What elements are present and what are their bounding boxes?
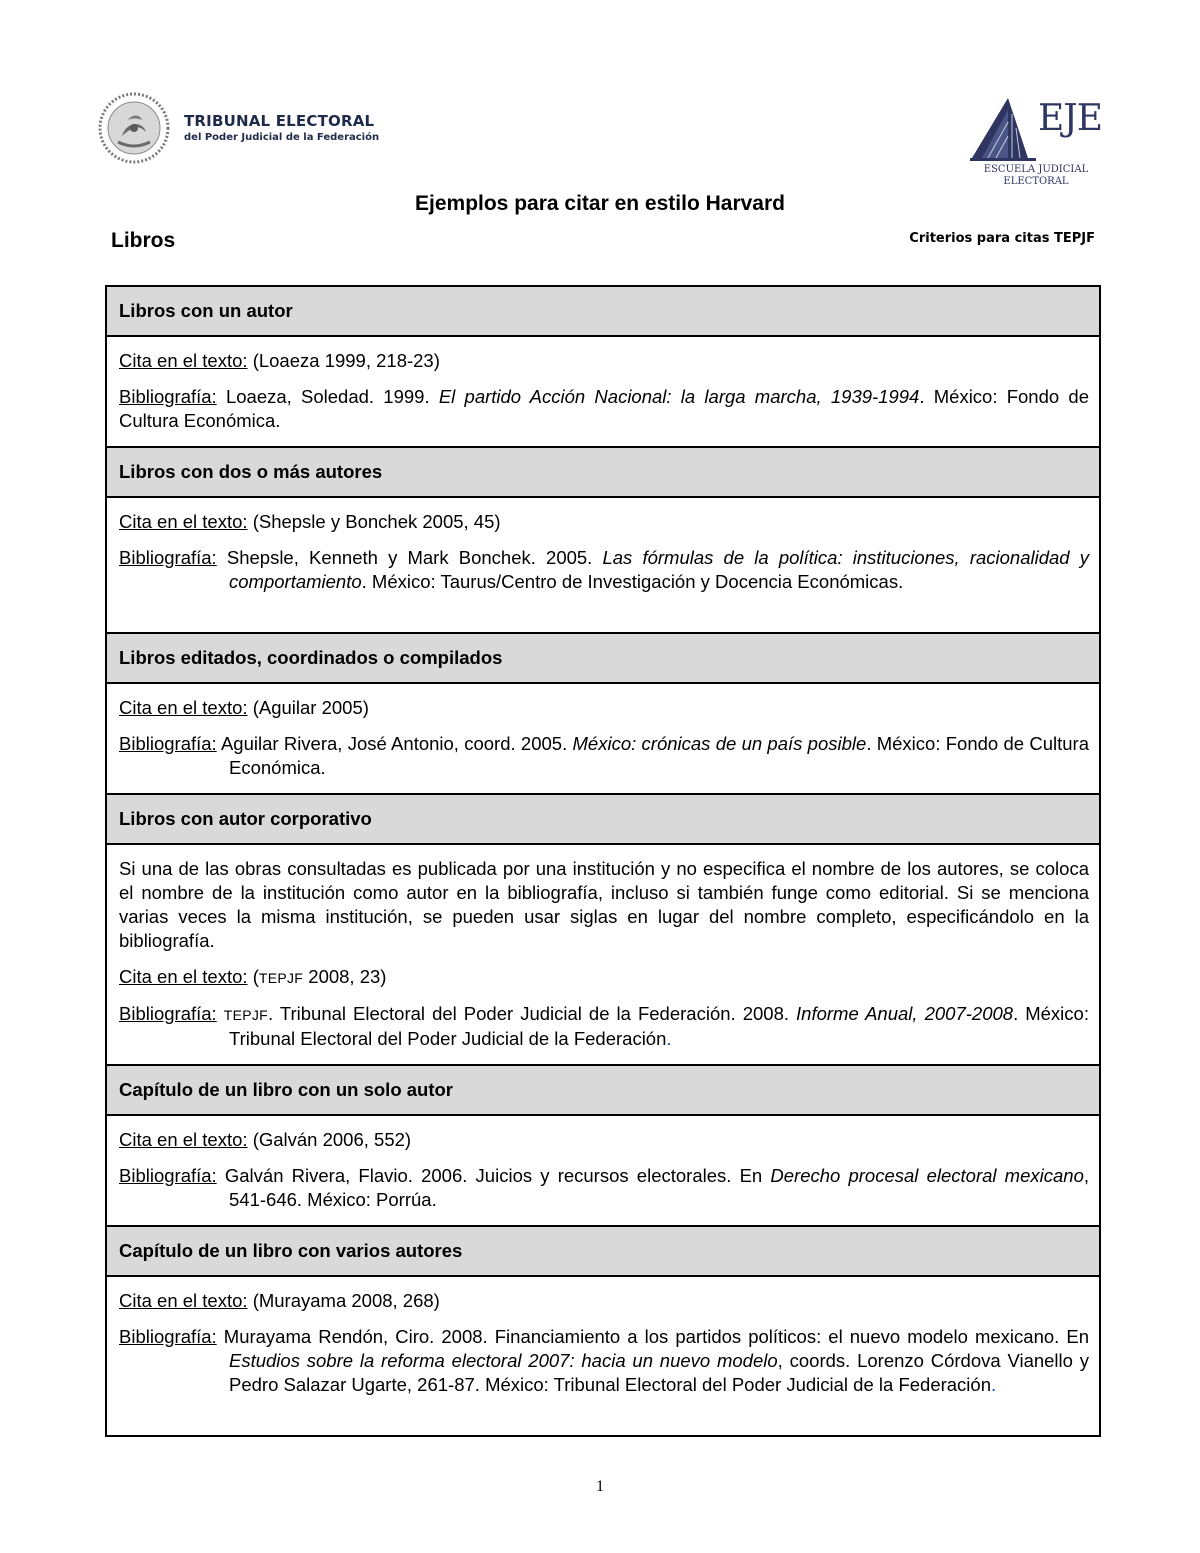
in-text-citation: Cita en el texto: (TEPJF 2008, 23): [119, 966, 387, 987]
section-description: Si una de las obras consultadas es publicada por una institución y no especifica el nombre de los autores, se coloca el nombre de la institución como autor en la bibliografía, incluso si también funge como editorial. Si se menciona varias veces la misma institución, se pueden usar siglas en lugar del nombre completo, especificándolo en la bibliografía.: [119, 858, 1089, 951]
table-cell: [107, 684, 1099, 795]
document-title: Ejemplos para citar en estilo Harvard: [415, 192, 785, 215]
eje-subtitle: ESCUELA JUDICIAL ELECTORAL: [983, 164, 1089, 187]
table-cell: [107, 498, 1099, 634]
table-section-header: Libros con un autor: [107, 287, 1099, 337]
in-text-citation: Cita en el texto: (Loaeza 1999, 218-23): [119, 350, 440, 371]
bibliography-entry: Bibliografía: TEPJF. Tribunal Electoral del Poder Judicial de la Federación. 2008. Informe Anual, 2007-2008. México: Tribunal Electoral del Poder Judicial de la Federación.: [119, 1003, 1089, 1049]
page-number: 1: [596, 1478, 604, 1495]
national-seal-icon: [98, 92, 170, 164]
criteria-label: Criterios para citas TEPJF: [909, 231, 1095, 246]
bibliography-entry: Bibliografía: Loaeza, Soledad. 1999. El partido Acción Nacional: la larga marcha, 1939-1994. México: Fondo de Cultura Económica.: [119, 386, 1089, 431]
table-cell: [107, 845, 1099, 1066]
bibliography-entry: Bibliografía: Shepsle, Kenneth y Mark Bonchek. 2005. Las fórmulas de la política: instituciones, racionalidad y comportamiento. México: Taurus/Centro de Investigación y Docencia Económicas.: [119, 547, 1089, 592]
table-cell: [107, 1116, 1099, 1227]
bibliography-entry: Bibliografía: Galván Rivera, Flavio. 2006. Juicios y recursos electorales. En Derecho procesal electoral mexicano, 541-646. México: Porrúa.: [119, 1165, 1089, 1210]
tribunal-electoral-logo: [98, 92, 388, 164]
tribunal-subname: del Poder Judicial de la Federación: [184, 131, 380, 143]
in-text-citation: Cita en el texto: (Galván 2006, 552): [119, 1129, 412, 1150]
in-text-citation: Cita en el texto: (Aguilar 2005): [119, 697, 369, 718]
eje-wordmark: EJE: [1038, 98, 1102, 139]
bibliography-entry: Bibliografía: Aguilar Rivera, José Antonio, coord. 2005. México: crónicas de un país posible. México: Fondo de Cultura Económica.: [119, 733, 1089, 778]
eje-building-icon: [968, 92, 1038, 164]
citation-table: [105, 285, 1101, 1437]
bibliography-entry: Bibliografía: Murayama Rendón, Ciro. 2008. Financiamiento a los partidos políticos: el nuevo modelo mexicano. En Estudios sobre la reforma electoral 2007: hacia un nuevo modelo, coords. Lorenzo Córdova Vianello y Pedro Salazar Ugarte, 261-87. México: Tribunal Electoral del Poder Judicial de la Federación.: [119, 1326, 1089, 1395]
tribunal-name: TRIBUNAL ELECTORAL: [184, 112, 375, 131]
table-cell: [107, 337, 1099, 448]
in-text-citation: Cita en el texto: (Murayama 2008, 268): [119, 1290, 440, 1311]
escuela-judicial-logo: [968, 92, 1102, 192]
section-title: Libros: [111, 229, 176, 252]
table-section-header: Libros con dos o más autores: [107, 448, 1099, 498]
table-section-header: Capítulo de un libro con varios autores: [107, 1227, 1099, 1277]
in-text-citation: Cita en el texto: (Shepsle y Bonchek 2005, 45): [119, 511, 501, 532]
table-section-header: Capítulo de un libro con un solo autor: [107, 1066, 1099, 1116]
table-section-header: Libros con autor corporativo: [107, 795, 1099, 845]
table-section-header: Libros editados, coordinados o compilados: [107, 634, 1099, 684]
table-cell: [107, 1277, 1099, 1435]
